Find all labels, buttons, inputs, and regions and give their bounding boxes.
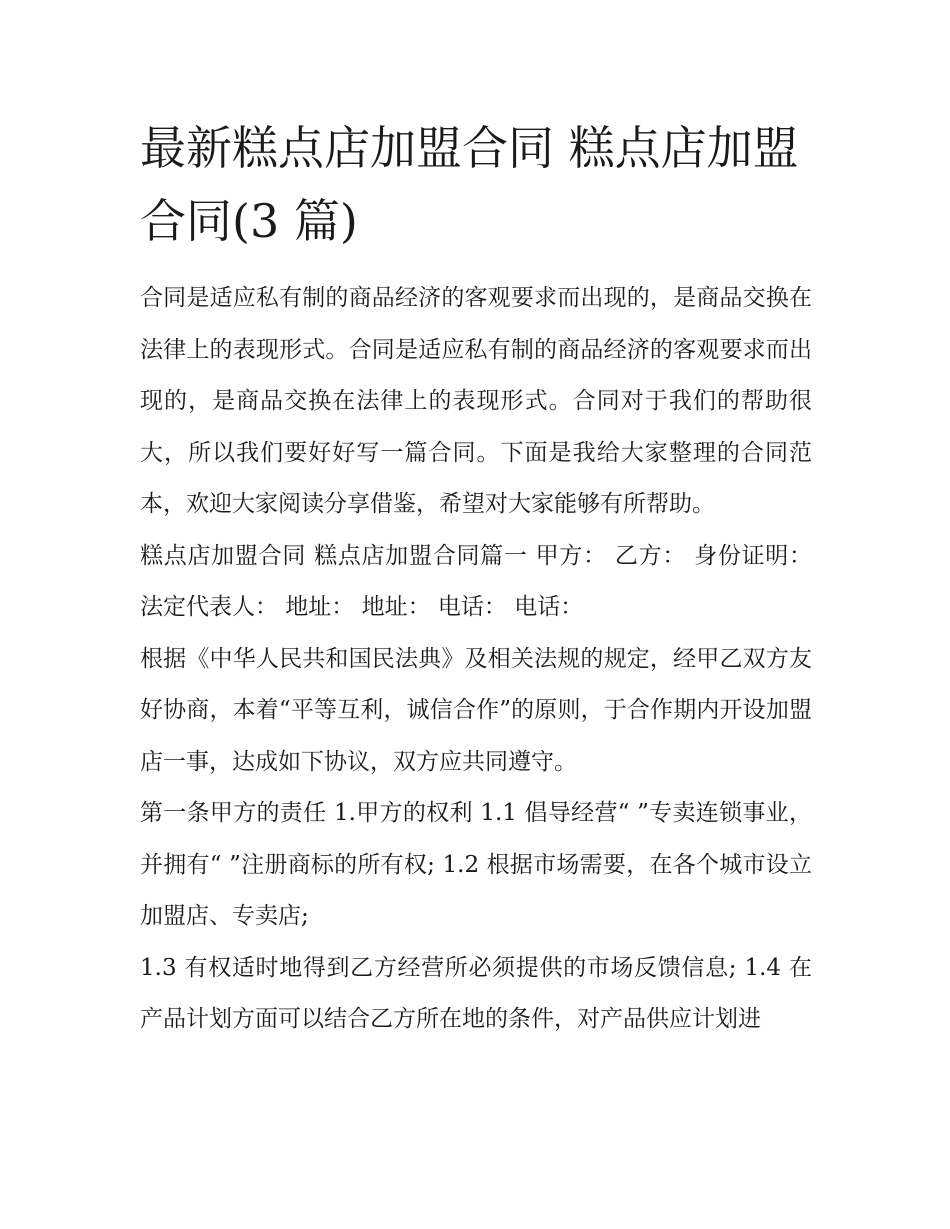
- paragraph-preamble: 根据《中华人民共和国民法典》及相关法规的规定，经甲乙双方友好协商，本着“平等互利，诚信合作”的原则，于合作期内开设加盟店一事，达成如下协议，双方应共同遵守。: [140, 645, 812, 775]
- document-body: [140, 112, 812, 1046]
- paragraph-article-1-cont: 1.3 有权适时地得到乙方经营所必须提供的市场反馈信息; 1.4 在产品计划方面可以结合乙方所在地的条件，对产品供应计划进: [140, 954, 812, 1032]
- paragraph-intro: 合同是适应私有制的商品经济的客观要求而出现的，是商品交换在法律上的表现形式。合同是适应私有制的商品经济的客观要求而出现的，是商品交换在法律上的表现形式。合同对于我们的帮助很大，所以我们要好好写一篇合同。下面是我给大家整理的合同范本，欢迎大家阅读分享借鉴，希望对大家能够有所帮助。: [140, 285, 812, 517]
- document-title: 最新糕点店加盟合同 糕点店加盟合同(3 篇): [140, 121, 799, 248]
- document-content: [140, 273, 812, 1046]
- paragraph-article-1: 第一条甲方的责任 1.甲方的权利 1.1 倡导经营“ ”专卖连锁事业，并拥有“ ”注册商标的所有权; 1.2 根据市场需要，在各个城市设立加盟店、专卖店;: [140, 800, 812, 929]
- paragraph-parties: 糕点店加盟合同 糕点店加盟合同篇一 甲方： 乙方： 身份证明： 法定代表人： 地址： 地址： 电话： 电话：: [140, 542, 812, 620]
